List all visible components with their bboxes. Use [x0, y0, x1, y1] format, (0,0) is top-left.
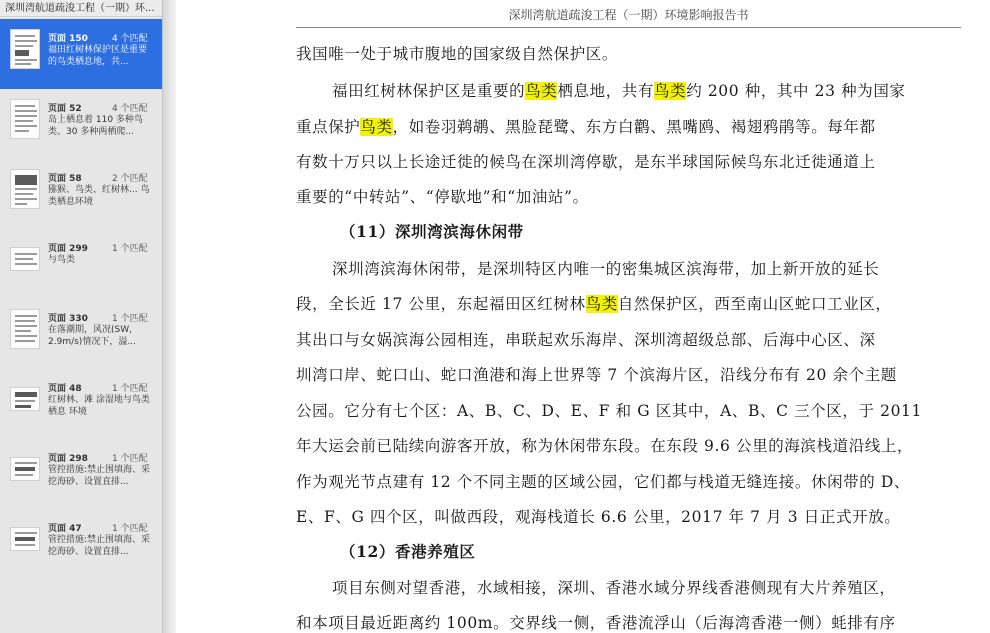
search-highlight: 鸟类 [525, 82, 558, 100]
result-snippet: 与鸟类 [48, 255, 76, 265]
search-results-sidebar [0, 0, 162, 633]
result-match-count: 1 个匹配 [112, 244, 148, 254]
document-line: 深圳湾滨海休闲带，是深圳特区内唯一的密集城区滨海带，加上新开放的延长 [332, 260, 880, 278]
document-page [176, 0, 990, 633]
search-highlight: 鸟类 [585, 295, 618, 313]
search-highlight: 鸟类 [360, 118, 393, 136]
page-thumbnail [10, 29, 40, 69]
document-line: 段，全长近 17 公里，东起福田区红树林鸟类自然保护区，西至南山区蛇口工业区， [296, 295, 892, 313]
search-result-item[interactable] [0, 509, 162, 579]
page-thumbnail [10, 99, 40, 139]
document-line: 福田红树林保护区是重要的鸟类栖息地，共有鸟类约 200 种，其中 23 种为国家 [332, 82, 906, 100]
search-result-item[interactable] [0, 159, 162, 229]
result-page-label: 页面 48 [48, 384, 82, 394]
search-highlight: 鸟类 [654, 82, 687, 100]
search-result-item[interactable] [0, 89, 162, 159]
page-thumbnail [10, 387, 40, 411]
result-page-label: 页面 58 [48, 174, 82, 184]
document-line: 项目东侧对望香港，水域相接，深圳、香港水域分界线香港侧现有大片养殖区， [332, 579, 896, 597]
result-match-count: 2 个匹配 [112, 174, 148, 184]
page-thumbnail [10, 247, 40, 271]
section-heading: （12）香港养殖区 [340, 542, 476, 561]
result-match-count: 1 个匹配 [112, 384, 148, 394]
page-thumbnail [10, 309, 40, 349]
result-snippet: 管控措施:禁止围填海、采挖海砂、设置直排... [48, 535, 151, 557]
search-result-item[interactable] [0, 299, 162, 369]
result-snippet: 岛上栖息着 110 多种鸟类、30 多种两栖爬... [48, 115, 143, 137]
document-line: 有数十万只以上长途迁徙的候鸟在深圳湾停歇，是东半球国际候鸟东北迁徙通道上 [296, 153, 876, 171]
document-line: 圳湾口岸、蛇口山、蛇口渔港和海上世界等 7 个滨海片区，沿线分布有 20 余个主题 [296, 366, 897, 384]
page-thumbnail [10, 169, 40, 209]
document-line: 我国唯一处于城市腹地的国家级自然保护区。 [296, 45, 619, 63]
search-result-item[interactable] [0, 229, 162, 299]
search-result-item[interactable] [0, 19, 162, 89]
document-line: 和本项目最近距离约 100m。交界线一侧，香港流浮山（后海湾香港一侧）蚝排有序 [296, 614, 896, 632]
result-match-count: 4 个匹配 [112, 34, 148, 44]
page-thumbnail [10, 457, 40, 481]
search-result-item[interactable] [0, 369, 162, 439]
result-snippet: 福田红树林保护区是重要的鸟类栖息地，共... [48, 45, 148, 67]
result-snippet: 在落潮期，风况(SW，2.9m/s)情况下，溢... [48, 325, 139, 347]
result-page-label: 页面 299 [48, 244, 88, 254]
result-match-count: 1 个匹配 [112, 524, 148, 534]
result-page-label: 页面 52 [48, 104, 82, 114]
result-page-label: 页面 47 [48, 524, 82, 534]
document-line: 作为观光节点建有 12 个不同主题的区域公园，它们都与栈道无缝连接。休闲带的 D、 [296, 473, 911, 491]
document-line: 其出口与女娲滨海公园相连，串联起欢乐海岸、深圳湾超级总部、后海中心区、深 [296, 331, 876, 349]
result-match-count: 1 个匹配 [112, 314, 148, 324]
result-page-label: 页面 298 [48, 454, 88, 464]
document-title-tab[interactable]: 深圳湾航道疏浚工程（一期）环... [0, 0, 162, 17]
document-line: E、F、G 四个区，叫做西段，观海栈道长 6.6 公里，2017 年 7 月 3 日正式开放。 [296, 508, 901, 526]
page-thumbnail [10, 527, 40, 551]
result-snippet: 管控措施:禁止围填海、采挖海砂、设置直排... [48, 465, 151, 487]
search-result-item[interactable] [0, 439, 162, 509]
document-line: 重要的“中转站”、“停歇地”和“加油站”。 [296, 188, 589, 206]
page-header: 深圳湾航道疏浚工程（一期）环境影响报告书 [296, 6, 961, 28]
document-line: 年大运会前已陆续向游客开放，称为休闲带东段。在东段 9.6 公里的海滨栈道沿线上， [296, 437, 914, 455]
document-line: 重点保护鸟类，如卷羽鹈鹕、黑脸琵鹭、东方白鹳、黑嘴鸥、褐翅鸦鹃等。每年都 [296, 118, 876, 136]
result-page-label: 页面 150 [48, 34, 88, 44]
section-heading: （11）深圳湾滨海休闲带 [340, 222, 524, 241]
document-line: 公园。它分有七个区：A、B、C、D、E、F 和 G 区其中，A、B、C 三个区，于 2011 [296, 402, 922, 420]
result-match-count: 1 个匹配 [112, 454, 148, 464]
result-snippet: 红树林、滩 涂湿地与鸟类栖息 环境 [48, 395, 150, 417]
result-snippet: 猕猴、鸟类、红树林... 鸟类栖息环境 [48, 185, 150, 207]
result-page-label: 页面 330 [48, 314, 88, 324]
sidebar-resize-handle[interactable] [162, 0, 176, 633]
result-match-count: 4 个匹配 [112, 104, 148, 114]
